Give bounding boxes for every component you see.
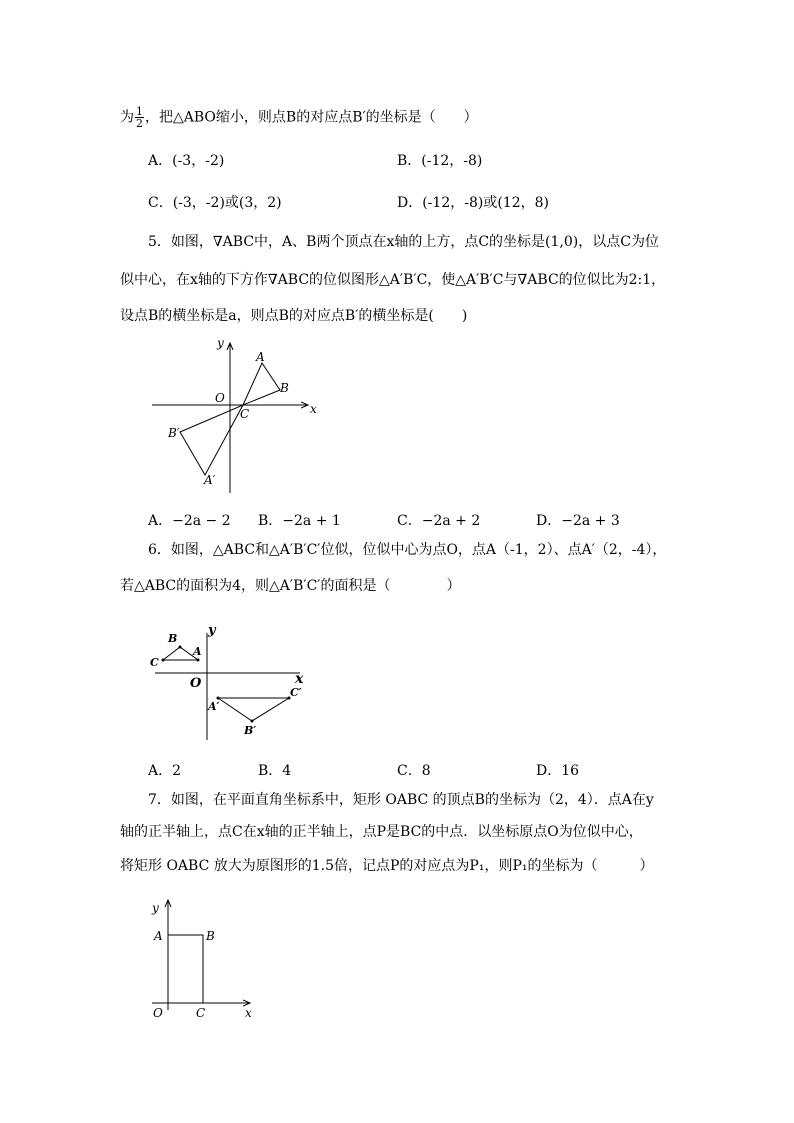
- q5-stem-line3: 设点B的横坐标是a，则点B的对应点B′的横坐标是( ): [120, 308, 468, 324]
- q6-label-a-prime: A′: [208, 700, 220, 713]
- q5-stem-line2: 似中心，在x轴的下方作∇ABC的位似图形△A′B′C，使△A′B′C与∇ABC的位似比为2:1，: [120, 272, 666, 288]
- q6-stem-line2: 若△ABC的面积为4，则△A′B′C′的面积是（ ）: [120, 578, 461, 594]
- q7-label-c: C: [196, 1006, 206, 1020]
- q5-label-x: x: [310, 402, 317, 416]
- q6-label-b: B: [168, 632, 178, 645]
- q4-option-a[interactable]: A．(-3，-2): [148, 153, 225, 169]
- q6-label-c-prime: C′: [290, 686, 302, 699]
- q4-stem-prefix: 为: [120, 109, 134, 126]
- q6-option-c[interactable]: C．8: [397, 763, 431, 779]
- q7-label-x: x: [245, 1006, 252, 1020]
- q6-label-x: x: [295, 671, 304, 687]
- q5-label-b: B: [280, 381, 289, 395]
- q7-rectangle-oabc: [168, 935, 203, 1003]
- q5-option-c[interactable]: C．−2a + 2: [397, 513, 481, 529]
- q5-option-a[interactable]: A．−2a − 2: [148, 513, 231, 529]
- q5-label-a-prime: A′: [204, 473, 216, 487]
- q5-label-c: C: [240, 407, 250, 421]
- q5-option-b[interactable]: B．−2a + 1: [258, 513, 341, 529]
- q5-label-o: O: [215, 391, 225, 405]
- q6-stem-line1: 6．如图，△ABC和△A′B′C′位似，位似中心为点O，点A（-1，2）、点A′（2，-4），: [148, 542, 667, 558]
- q7-stem-line3: 将矩形 OABC 放大为原图形的1.5倍，记点P的对应点为P₁，则P₁的坐标为（ ）: [120, 858, 654, 874]
- q6-label-c: C: [150, 656, 159, 669]
- q7-stem-line2: 轴的正半轴上，点C在x轴的正半轴上，点P是BC的中点．以坐标原点O为位似中心，: [120, 824, 643, 840]
- q7-label-b: B: [206, 929, 215, 943]
- q5-option-d[interactable]: D．−2a + 3: [536, 513, 620, 529]
- q6-label-a: A: [193, 645, 202, 658]
- q7-label-a: A: [154, 929, 163, 943]
- q6-option-d[interactable]: D．16: [536, 763, 580, 779]
- q7-label-o: O: [153, 1006, 163, 1020]
- q5-label-a: A: [256, 350, 265, 364]
- q6-label-o: O: [190, 676, 202, 691]
- q7-stem-line1: 7．如图，在平面直角坐标系中，矩形 OABC 的顶点B的坐标为（2，4）．点A在y: [148, 792, 654, 808]
- q4-stem-suffix: ，把△ABO缩小，则点B的对应点B′的坐标是（ ）: [145, 109, 478, 126]
- q4-option-d[interactable]: D．(-12，-8)或(12，8): [397, 195, 549, 211]
- q7-label-y: y: [152, 901, 159, 915]
- q4-option-c[interactable]: C．(-3，-2)或(3，2): [148, 195, 282, 211]
- q5-label-b-prime: B′: [168, 426, 180, 440]
- q6-label-b-prime: B′: [244, 724, 257, 737]
- q4-frac-num: 1: [136, 105, 143, 118]
- q6-option-b[interactable]: B．4: [258, 763, 292, 779]
- q6-label-y: y: [208, 623, 216, 638]
- q5-stem-line1: 5．如图，∇ABC中，A、B两个顶点在x轴的上方，点C的坐标是(1,0)，以点C为位: [148, 234, 659, 250]
- q6-option-a[interactable]: A．2: [148, 763, 182, 779]
- q4-option-b[interactable]: B．(-12，-8): [397, 153, 483, 169]
- q5-label-y: y: [217, 336, 224, 350]
- q4-frac-den: 2: [136, 117, 143, 130]
